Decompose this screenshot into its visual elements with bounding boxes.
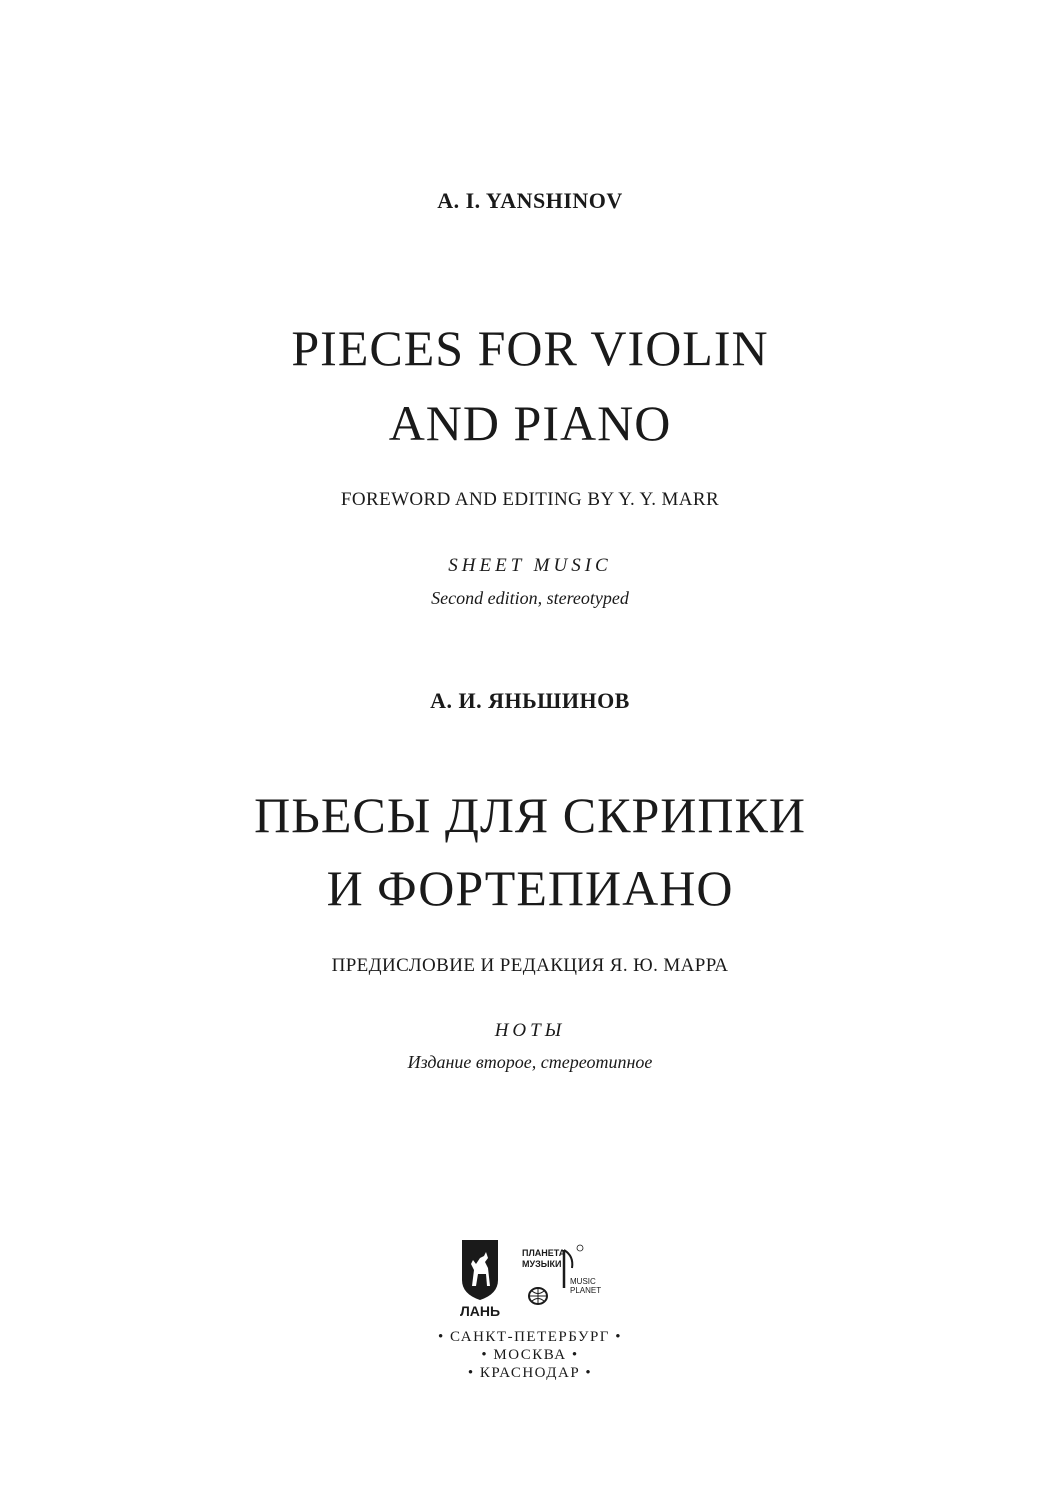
svg-text:MUSIC: MUSIC	[570, 1277, 596, 1286]
music-planet-logo-icon	[520, 1244, 604, 1312]
svg-text:МУЗЫКИ: МУЗЫКИ	[522, 1259, 562, 1269]
svg-text:PLANET: PLANET	[570, 1286, 602, 1295]
title-en-line1: PIECES FOR VIOLIN	[291, 320, 769, 376]
city-line-3: • КРАСНОДАР •	[467, 1365, 593, 1381]
svg-text:ПЛАНЕТА: ПЛАНЕТА	[522, 1248, 566, 1258]
subtitle-en: FOREWORD AND EDITING BY Y. Y. MARR	[340, 489, 720, 510]
edition-en: Second edition, stereotyped	[431, 588, 629, 608]
author-en: A. I. YANSHINOV	[437, 188, 623, 213]
genre-ru: НОТЫ	[494, 1020, 566, 1041]
title-ru-line1: ПЬЕСЫ ДЛЯ СКРИПКИ	[254, 787, 806, 843]
author-ru: А. И. ЯНЬШИНОВ	[430, 688, 630, 713]
city-line-2: • МОСКВА •	[481, 1347, 579, 1363]
title-en-line2: AND PIANO	[388, 395, 672, 451]
city-line-1: • САНКТ-ПЕТЕРБУРГ •	[438, 1329, 622, 1345]
title-ru-line2: И ФОРТЕПИАНО	[326, 860, 734, 916]
edition-ru: Издание второе, стереотипное	[407, 1052, 653, 1072]
subtitle-ru: ПРЕДИСЛОВИЕ И РЕДАКЦИЯ Я. Ю. МАРРА	[331, 955, 729, 976]
svg-text:ЛАНЬ: ЛАНЬ	[459, 1303, 501, 1319]
genre-en: SHEET MUSIC	[448, 555, 612, 576]
